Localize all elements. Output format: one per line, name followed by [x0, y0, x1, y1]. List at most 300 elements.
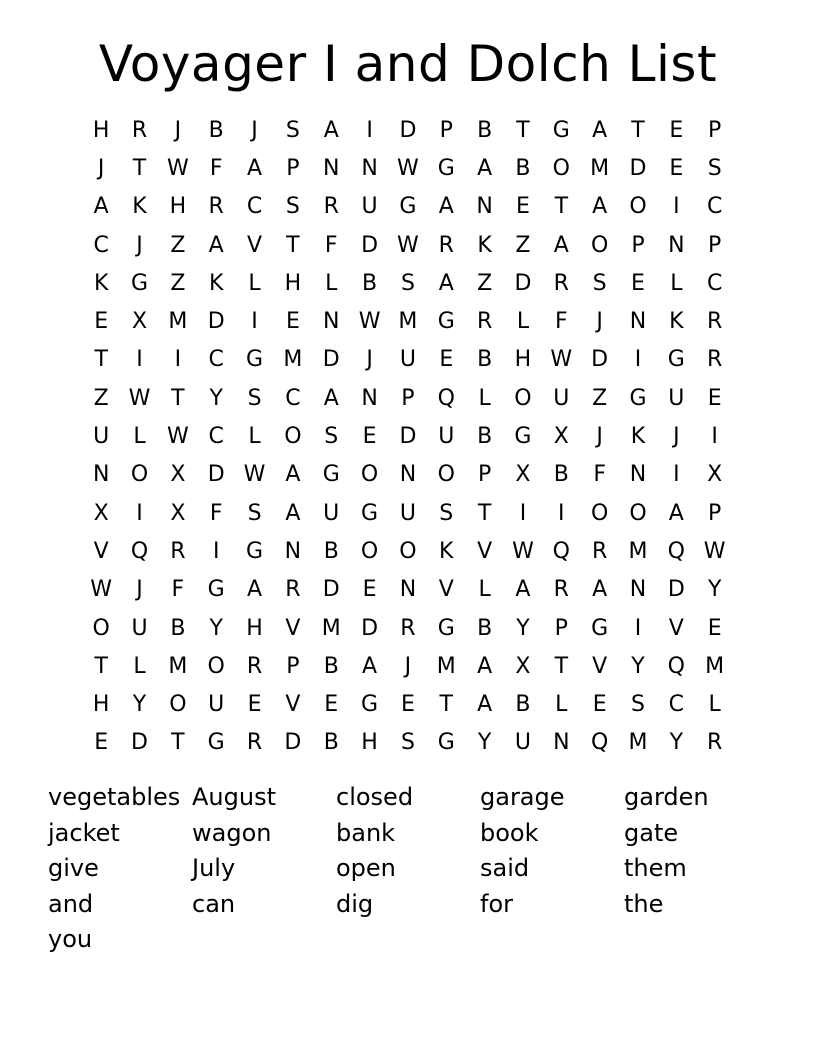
grid-letter: Z [93, 385, 109, 411]
grid-letter: M [436, 653, 456, 679]
word-search-grid [82, 111, 734, 762]
grid-letter: B [362, 270, 378, 296]
word-list-item: for [480, 889, 513, 918]
grid-letter: L [555, 692, 568, 718]
grid-letter: W [358, 309, 381, 335]
grid-letter: L [248, 270, 261, 296]
grid-letter: W [397, 155, 419, 181]
grid-letter: S [592, 270, 607, 296]
grid-row [82, 724, 734, 762]
grid-letter: W [166, 155, 189, 181]
word-list [48, 780, 768, 958]
grid-letter: M [705, 653, 725, 679]
grid-letter: U [93, 424, 110, 450]
grid-letter: L [133, 424, 146, 450]
word-list-item: book [480, 818, 539, 847]
grid-row [82, 456, 734, 494]
grid-letter: N [629, 309, 647, 335]
grid-letter: I [711, 424, 718, 450]
grid-letter: U [514, 730, 531, 756]
grid-letter: O [207, 653, 225, 679]
grid-letter: F [324, 232, 338, 258]
grid-letter: C [93, 232, 109, 258]
grid-letter: M [321, 615, 341, 641]
grid-row [82, 264, 734, 302]
grid-letter: Z [592, 385, 608, 411]
word-list-item: give [48, 854, 99, 882]
grid-letter: E [516, 194, 530, 220]
grid-letter: R [707, 309, 723, 335]
word-list-item: can [192, 889, 236, 918]
grid-letter: Y [707, 577, 722, 603]
grid-letter: Q [590, 730, 609, 756]
grid-letter: V [247, 232, 263, 258]
grid-letter: G [322, 462, 340, 488]
word-list-item: dig [336, 889, 374, 918]
grid-letter: K [132, 194, 147, 220]
grid-row [82, 302, 734, 340]
word-list-item: vegetables [48, 783, 181, 811]
grid-letter: E [362, 424, 377, 450]
grid-letter: V [438, 577, 454, 603]
grid-letter: M [283, 347, 303, 373]
grid-letter: J [596, 309, 603, 335]
grid-letter: E [439, 347, 454, 373]
grid-letter: R [476, 309, 493, 335]
grid-letter: K [208, 270, 224, 296]
grid-letter: S [247, 500, 262, 526]
grid-letter: V [93, 538, 109, 564]
grid-letter: G [629, 385, 647, 411]
grid-letter: I [673, 462, 680, 488]
word-list-item: August [192, 783, 276, 811]
grid-letter: X [170, 500, 186, 526]
grid-letter: N [629, 462, 647, 488]
grid-letter: R [131, 117, 148, 143]
grid-letter: Y [631, 653, 645, 679]
grid-letter: S [324, 424, 339, 450]
grid-letter: T [132, 155, 147, 181]
grid-letter: C [706, 270, 723, 296]
grid-letter: I [136, 347, 143, 373]
grid-row [82, 417, 734, 455]
grid-letter: U [553, 385, 570, 411]
grid-letter: O [514, 385, 532, 411]
grid-letter: K [669, 309, 684, 335]
grid-letter: D [322, 347, 340, 373]
grid-letter: C [246, 194, 263, 220]
grid-letter: T [477, 500, 492, 526]
grid-letter: N [399, 462, 417, 488]
grid-letter: X [170, 462, 186, 488]
grid-letter: R [400, 615, 416, 641]
grid-letter: D [629, 155, 647, 181]
grid-letter: F [209, 500, 223, 526]
grid-letter: J [596, 424, 603, 450]
grid-letter: F [171, 577, 185, 603]
grid-letter: I [136, 500, 143, 526]
word-list-item: garden [624, 783, 709, 811]
grid-letter: O [360, 462, 379, 488]
grid-letter: I [519, 500, 527, 526]
grid-letter: M [628, 730, 648, 756]
grid-letter: A [247, 577, 263, 603]
grid-letter: W [397, 232, 419, 258]
grid-letter: M [628, 538, 648, 564]
grid-letter: F [593, 462, 606, 488]
grid-letter: Y [669, 730, 684, 756]
grid-letter: F [554, 309, 568, 335]
grid-letter: P [708, 232, 722, 258]
grid-letter: A [438, 270, 454, 296]
grid-letter: T [94, 653, 108, 679]
grid-letter: G [591, 615, 609, 641]
grid-letter: O [284, 424, 302, 450]
grid-letter: R [208, 194, 224, 220]
grid-letter: Y [209, 385, 223, 411]
grid-letter: C [668, 692, 685, 718]
grid-letter: L [248, 424, 261, 450]
grid-letter: T [554, 653, 569, 679]
grid-letter: U [668, 385, 685, 411]
grid-letter: U [208, 692, 225, 718]
grid-row [82, 111, 734, 149]
grid-letter: N [361, 155, 378, 181]
word-list-item: them [624, 854, 687, 882]
grid-letter: M [398, 309, 418, 335]
grid-letter: S [631, 692, 645, 718]
grid-letter: L [708, 692, 721, 718]
grid-letter: G [246, 538, 264, 564]
grid-letter: S [285, 117, 300, 143]
grid-letter: O [590, 232, 609, 258]
grid-letter: O [360, 538, 379, 564]
grid-letter: R [438, 232, 454, 258]
grid-letter: G [437, 730, 455, 756]
word-list-item: said [480, 854, 530, 882]
grid-letter: A [285, 500, 301, 526]
grid-letter: E [324, 692, 339, 718]
grid-letter: J [251, 117, 258, 143]
grid-letter: O [629, 194, 647, 220]
grid-letter: N [284, 538, 302, 564]
grid-letter: R [285, 577, 301, 603]
grid-letter: E [669, 117, 684, 143]
grid-letter: E [707, 615, 722, 641]
grid-letter: B [553, 462, 569, 488]
grid-letter: Z [477, 270, 493, 296]
grid-letter: G [207, 730, 225, 756]
grid-letter: X [131, 309, 148, 335]
grid-letter: P [439, 117, 453, 143]
grid-letter: D [399, 424, 417, 450]
grid-letter: J [97, 155, 105, 181]
word-list-item: wagon [192, 818, 272, 847]
grid-letter: I [174, 347, 182, 373]
grid-letter: O [437, 462, 455, 488]
grid-letter: U [323, 500, 340, 526]
grid-letter: N [92, 462, 110, 488]
grid-letter: Q [667, 653, 685, 679]
grid-letter: K [630, 424, 646, 450]
grid-letter: C [208, 347, 224, 373]
grid-letter: P [631, 232, 645, 258]
grid-letter: J [673, 424, 680, 450]
grid-letter: A [477, 692, 493, 718]
grid-letter: X [707, 462, 723, 488]
grid-letter: A [592, 117, 608, 143]
word-list-item: closed [336, 783, 414, 811]
grid-letter: B [477, 615, 493, 641]
grid-letter: W [128, 385, 151, 411]
grid-letter: I [634, 615, 642, 641]
grid-letter: T [631, 117, 645, 143]
grid-letter: X [515, 653, 531, 679]
grid-letter: I [634, 347, 642, 373]
grid-letter: G [246, 347, 264, 373]
grid-letter: D [399, 117, 417, 143]
grid-letter: D [322, 577, 340, 603]
grid-letter: N [323, 309, 340, 335]
grid-row [82, 379, 734, 417]
grid-letter: S [439, 500, 454, 526]
grid-letter: A [515, 577, 531, 603]
grid-letter: H [284, 270, 302, 296]
grid-letter: B [323, 538, 339, 564]
grid-letter: W [243, 462, 266, 488]
grid-row [82, 609, 734, 647]
grid-letter: U [399, 500, 416, 526]
grid-letter: J [136, 232, 143, 258]
grid-letter: E [631, 270, 645, 296]
grid-letter: E [669, 155, 684, 181]
grid-letter: Z [170, 232, 186, 258]
grid-letter: G [207, 577, 225, 603]
grid-letter: R [246, 653, 263, 679]
grid-letter: A [323, 385, 339, 411]
grid-letter: P [477, 462, 492, 488]
grid-letter: N [476, 194, 493, 220]
grid-letter: M [168, 309, 188, 335]
grid-letter: P [286, 155, 300, 181]
grid-letter: U [438, 424, 455, 450]
grid-letter: K [439, 538, 454, 564]
grid-letter: U [361, 194, 378, 220]
grid-letter: T [171, 385, 185, 411]
grid-letter: P [286, 653, 300, 679]
grid-letter: L [325, 270, 338, 296]
grid-letter: Q [667, 538, 685, 564]
grid-letter: N [399, 577, 417, 603]
grid-letter: N [668, 232, 685, 258]
grid-letter: B [323, 653, 339, 679]
grid-letter: B [515, 692, 531, 718]
grid-letter: T [286, 232, 300, 258]
grid-letter: L [478, 385, 491, 411]
grid-letter: S [400, 730, 415, 756]
grid-letter: G [361, 692, 379, 718]
grid-row [82, 188, 734, 226]
grid-letter: A [323, 117, 339, 143]
word-list-item: open [336, 854, 396, 882]
grid-letter: E [94, 730, 109, 756]
grid-letter: R [553, 577, 569, 603]
grid-letter: B [477, 424, 493, 450]
grid-letter: A [477, 155, 493, 181]
grid-letter: I [366, 117, 373, 143]
grid-letter: L [516, 309, 530, 335]
grid-letter: A [285, 462, 301, 488]
grid-letter: Q [552, 538, 570, 564]
grid-letter: C [208, 424, 224, 450]
grid-letter: V [477, 538, 493, 564]
grid-letter: Z [170, 270, 186, 296]
grid-letter: I [558, 500, 565, 526]
grid-letter: A [477, 653, 493, 679]
grid-letter: H [92, 692, 110, 718]
grid-row [82, 647, 734, 685]
grid-letter: T [171, 730, 185, 756]
grid-row [82, 685, 734, 723]
grid-letter: A [208, 232, 224, 258]
grid-letter: R [323, 194, 339, 220]
grid-letter: V [285, 615, 301, 641]
grid-letter: B [170, 615, 186, 641]
grid-letter: M [168, 653, 188, 679]
grid-letter: S [707, 155, 722, 181]
grid-letter: B [515, 155, 531, 181]
grid-letter: L [670, 270, 683, 296]
grid-letter: V [285, 692, 301, 718]
grid-letter: Y [209, 615, 223, 641]
grid-letter: Z [515, 232, 531, 258]
grid-letter: J [404, 653, 412, 679]
grid-letter: I [673, 194, 680, 220]
grid-letter: A [553, 232, 569, 258]
grid-letter: T [554, 194, 569, 220]
grid-letter: O [399, 538, 417, 564]
grid-letter: B [477, 117, 493, 143]
grid-letter: D [361, 232, 379, 258]
grid-letter: A [668, 500, 684, 526]
grid-letter: P [554, 615, 568, 641]
grid-letter: D [591, 347, 609, 373]
word-list-item: bank [336, 818, 396, 847]
grid-letter: D [207, 309, 225, 335]
grid-letter: Q [437, 385, 455, 411]
grid-letter: U [131, 615, 148, 641]
grid-letter: W [166, 424, 189, 450]
grid-letter: G [552, 117, 570, 143]
grid-letter: B [323, 730, 339, 756]
word-list-item: and [48, 889, 94, 918]
grid-letter: Y [132, 692, 147, 718]
grid-letter: N [629, 577, 647, 603]
grid-letter: P [401, 385, 415, 411]
grid-letter: P [708, 117, 722, 143]
grid-letter: T [516, 117, 530, 143]
grid-letter: S [400, 270, 415, 296]
grid-letter: G [361, 500, 379, 526]
grid-letter: D [667, 577, 685, 603]
word-list-item: you [48, 925, 93, 953]
grid-letter: O [169, 692, 187, 718]
grid-letter: T [94, 347, 108, 373]
grid-letter: R [707, 347, 723, 373]
grid-letter: D [514, 270, 532, 296]
grid-letter: E [400, 692, 415, 718]
grid-letter: U [399, 347, 416, 373]
grid-letter: W [703, 538, 726, 564]
grid-letter: J [174, 117, 182, 143]
grid-letter: V [592, 653, 608, 679]
grid-letter: O [629, 500, 647, 526]
grid-letter: S [285, 194, 300, 220]
grid-letter: A [247, 155, 263, 181]
grid-letter: R [553, 270, 569, 296]
grid-letter: G [514, 424, 532, 450]
grid-letter: J [366, 347, 373, 373]
grid-letter: N [323, 155, 340, 181]
grid-letter: E [362, 577, 377, 603]
grid-letter: D [131, 730, 148, 756]
grid-letter: G [437, 615, 455, 641]
grid-letter: E [592, 692, 607, 718]
grid-letter: R [170, 538, 186, 564]
grid-letter: W [550, 347, 573, 373]
grid-letter: D [361, 615, 379, 641]
grid-letter: B [208, 117, 224, 143]
grid-row [82, 149, 734, 187]
grid-letter: W [512, 538, 534, 564]
grid-letter: D [207, 462, 225, 488]
grid-letter: H [514, 347, 532, 373]
grid-letter: A [362, 653, 378, 679]
grid-letter: O [130, 462, 149, 488]
grid-letter: G [437, 155, 455, 181]
grid-letter: X [93, 500, 109, 526]
grid-letter: K [477, 232, 492, 258]
grid-letter: E [707, 385, 722, 411]
grid-letter: C [706, 194, 723, 220]
grid-letter: A [592, 577, 608, 603]
grid-letter: A [93, 194, 109, 220]
grid-letter: L [133, 653, 146, 679]
grid-letter: O [552, 155, 570, 181]
grid-letter: Q [130, 538, 149, 564]
grid-letter: I [251, 309, 258, 335]
word-list-item: the [624, 889, 664, 918]
grid-letter: L [478, 577, 491, 603]
grid-letter: S [247, 385, 262, 411]
word-list-item: July [192, 854, 236, 882]
grid-letter: R [246, 730, 263, 756]
grid-letter: N [553, 730, 570, 756]
word-list-item: garage [480, 783, 565, 811]
grid-letter: H [92, 117, 110, 143]
grid-letter: J [136, 577, 143, 603]
grid-letter: E [285, 309, 300, 335]
grid-letter: K [93, 270, 109, 296]
grid-row [82, 532, 734, 570]
grid-letter: M [590, 155, 610, 181]
grid-letter: H [246, 615, 263, 641]
grid-letter: P [708, 500, 722, 526]
grid-letter: G [437, 309, 455, 335]
grid-letter: R [591, 538, 608, 564]
grid-letter: O [590, 500, 609, 526]
grid-letter: X [515, 462, 531, 488]
